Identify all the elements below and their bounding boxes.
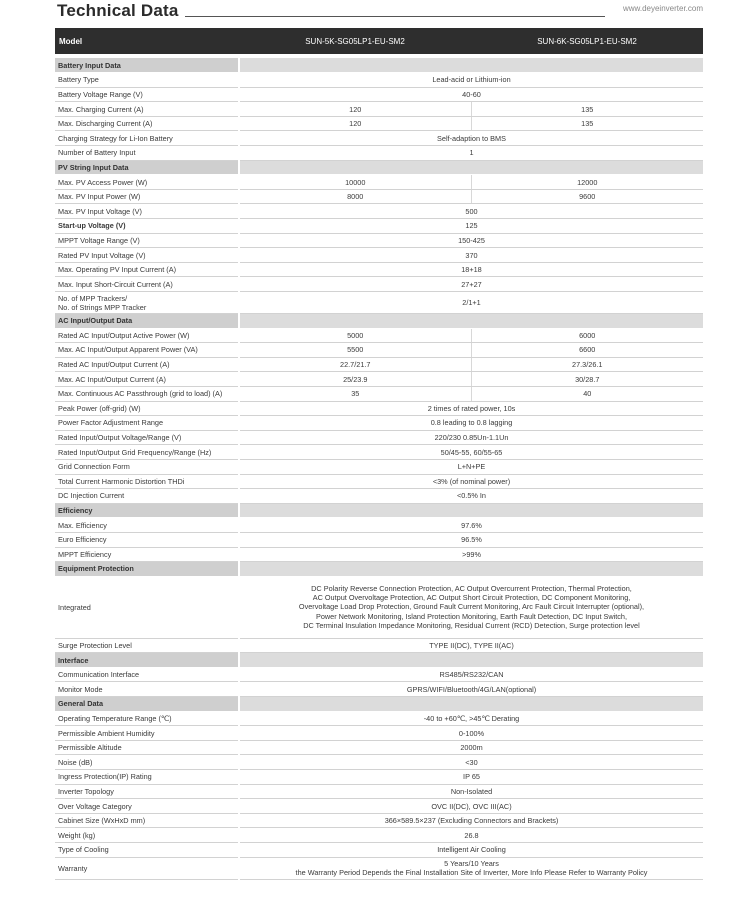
spec-value-shared: 40-60 [239,87,703,102]
spec-row [55,518,703,533]
spec-value-shared: OVC II(DC), OVC III(AC) [239,799,703,814]
spec-label-text: Over Voltage Category [58,801,132,811]
spec-value-shared: Intelligent Air Cooling [239,843,703,858]
spec-value-shared: <30 [239,755,703,770]
spec-value-shared: <3% (of nominal power) [239,474,703,489]
spec-label-text: Weight (kg) [58,830,96,840]
spec-row [55,784,703,799]
spec-row [55,489,703,504]
spec-row [55,328,703,343]
spec-row [55,262,703,277]
spec-label-text: Max. PV Input Voltage (V) [58,206,142,216]
spec-value-shared: -40 to +60℃, >45℃ Derating [239,711,703,726]
spec-value-model-b: 6600 [471,343,703,358]
spec-row [55,682,703,697]
spec-label-text: Integrated [58,602,91,612]
spec-row [55,204,703,219]
spec-row [55,292,703,314]
spec-label [55,262,239,277]
spec-label [55,726,239,741]
spec-label [55,116,239,131]
spec-label-text: Ingress Protection(IP) Rating [58,772,152,782]
spec-label [55,401,239,416]
spec-row [55,667,703,682]
spec-value-model-b: 30/28.7 [471,372,703,387]
spec-row [55,755,703,770]
spec-value-shared: Self-adaption to BMS [239,131,703,146]
spec-value-model-b: 135 [471,102,703,117]
spec-row [55,638,703,653]
spec-label [55,204,239,219]
spec-label-text: Max. Charging Current (A) [58,104,144,114]
spec-value-line: Power Network Monitoring, Island Protection Monitoring, Earth Fault Detection, DC Input Switch, [315,611,628,621]
spec-value-multiline [239,576,703,638]
spec-label-text: Communication Interface [58,670,140,680]
spec-value-model-b: 40 [471,386,703,401]
spec-row [55,219,703,234]
spec-label-text: Cabinet Size (WxHxD mm) [58,816,146,826]
spec-row [55,430,703,445]
spec-label [55,857,239,879]
spec-row [55,233,703,248]
spec-label-text: Warranty [58,863,88,873]
spec-row [55,102,703,117]
spec-label-text: Max. PV Input Power (W) [58,192,141,202]
spec-value-line: AC Output Overvoltage Protection, AC Output Short Circuit Protection, DC Component Monitoring, [312,593,631,603]
spec-value-shared: 150-425 [239,233,703,248]
spec-label-text: Permissible Ambient Humidity [58,728,155,738]
spec-sheet [55,28,703,880]
spec-value-shared: 0-100% [239,726,703,741]
spec-row [55,711,703,726]
spec-row [55,576,703,638]
section-title: Battery Input Data [55,58,239,73]
model-a-name: SUN-5K-SG05LP1-EU-SM2 [305,36,405,46]
spec-label [55,799,239,814]
spec-label [55,682,239,697]
spec-value-model-a: 35 [239,386,471,401]
spec-label [55,292,239,314]
spec-value-model-a: 22.7/21.7 [239,357,471,372]
section-header-fill [239,160,703,175]
spec-label [55,532,239,547]
spec-value-shared: RS485/RS232/CAN [239,667,703,682]
spec-row [55,813,703,828]
section-header-row [55,160,703,175]
spec-row [55,277,703,292]
spec-value-model-a: 10000 [239,175,471,190]
spec-value-model-a: 5500 [239,343,471,358]
spec-label-text: Max. AC Input/Output Apparent Power (VA) [58,345,198,355]
spec-row [55,131,703,146]
spec-label-text: Max. Operating PV Input Current (A) [58,265,177,275]
spec-row [55,770,703,785]
spec-label [55,189,239,204]
spec-value-shared: 26.8 [239,828,703,843]
spec-label [55,328,239,343]
spec-value-shared: 97.6% [239,518,703,533]
spec-row [55,459,703,474]
spec-label-text: Rated Input/Output Grid Frequency/Range (Hz) [58,447,212,457]
spec-value-model-b: 9600 [471,189,703,204]
spec-label-text: No. of MPP Trackers/ [58,293,128,303]
spec-label-text: Max. AC Input/Output Current (A) [58,374,166,384]
section-title: Equipment Protection [55,562,239,577]
spec-row [55,532,703,547]
spec-label [55,518,239,533]
spec-value-shared: 125 [239,219,703,234]
spec-label-text: MPPT Voltage Range (V) [58,235,140,245]
section-title: Interface [55,653,239,668]
spec-row [55,116,703,131]
spec-row [55,175,703,190]
spec-row [55,248,703,263]
spec-label-text: Total Current Harmonic Distortion THDi [58,476,185,486]
spec-label-text: Surge Protection Level [58,640,132,650]
spec-label-text: Rated AC Input/Output Current (A) [58,360,170,370]
website-url: www.deyeinverter.com [622,4,703,13]
spec-label [55,445,239,460]
spec-label [55,711,239,726]
spec-label [55,576,239,638]
spec-label-text: Rated Input/Output Voltage/Range (V) [58,433,182,443]
spec-row [55,357,703,372]
spec-label-text: DC Injection Current [58,491,125,501]
spec-label-text: Max. Input Short-Circuit Current (A) [58,279,173,289]
model-b-name: SUN-6K-SG05LP1-EU-SM2 [537,36,637,46]
section-header-fill [239,697,703,712]
spec-label-text: Max. Efficiency [58,520,107,530]
spec-value-shared: 2/1+1 [239,292,703,314]
spec-label-text: Rated AC Input/Output Active Power (W) [58,330,190,340]
spec-label [55,416,239,431]
spec-label [55,813,239,828]
spec-value-shared: 2 times of rated power, 10s [239,401,703,416]
spec-value-shared: 500 [239,204,703,219]
spec-row [55,740,703,755]
spec-value-shared: 366×589.5×237 (Excluding Connectors and Brackets) [239,813,703,828]
spec-label-text: Peak Power (off-grid) (W) [58,403,141,413]
spec-value-model-b: 12000 [471,175,703,190]
spec-label [55,131,239,146]
model-header-row [55,28,703,54]
section-header-row [55,653,703,668]
spec-label-text: Monitor Mode [58,684,103,694]
spec-row [55,726,703,741]
spec-table [55,58,703,880]
spec-label [55,770,239,785]
section-header-row [55,503,703,518]
spec-label-text: Inverter Topology [58,786,114,796]
spec-label [55,430,239,445]
spec-label-text: Charging Strategy for Li-Ion Battery [58,133,173,143]
spec-label [55,740,239,755]
spec-label [55,219,239,234]
spec-label [55,233,239,248]
spec-label-text: Type of Cooling [58,845,109,855]
spec-row [55,416,703,431]
spec-label [55,175,239,190]
section-header-fill [239,58,703,73]
spec-value-model-a: 120 [239,102,471,117]
spec-label-text: Permissible Altitude [58,743,122,753]
spec-row [55,73,703,88]
section-header-fill [239,314,703,329]
spec-value-model-b: 135 [471,116,703,131]
spec-value-model-b: 27.3/26.1 [471,357,703,372]
section-header-fill [239,503,703,518]
spec-row [55,343,703,358]
spec-value-shared: GPRS/WIFI/Bluetooth/4G/LAN(optional) [239,682,703,697]
spec-label-text: Battery Voltage Range (V) [58,89,143,99]
spec-label [55,248,239,263]
spec-value-model-b: 6000 [471,328,703,343]
spec-value-shared: TYPE II(DC), TYPE II(AC) [239,638,703,653]
spec-label [55,277,239,292]
spec-label [55,146,239,161]
spec-value-model-a: 5000 [239,328,471,343]
spec-value-shared: 1 [239,146,703,161]
spec-label-text: Grid Connection Form [58,462,130,472]
spec-value-line: DC Terminal Insulation Impedance Monitoring, Residual Current (RCD) Detection, Surge protection level [303,621,640,631]
spec-value-shared: <0.5% In [239,489,703,504]
spec-row [55,386,703,401]
spec-label [55,357,239,372]
spec-row [55,547,703,562]
spec-label [55,386,239,401]
spec-row [55,189,703,204]
spec-row [55,372,703,387]
section-header-row [55,697,703,712]
spec-label-text: Number of Battery Input [58,148,136,158]
spec-value-model-a: 120 [239,116,471,131]
spec-row [55,857,703,879]
spec-value-shared: 0.8 leading to 0.8 lagging [239,416,703,431]
spec-label-text: MPPT Efficiency [58,549,112,559]
spec-row [55,401,703,416]
section-header-fill [239,562,703,577]
spec-value-shared: IP 65 [239,770,703,785]
section-title: General Data [55,697,239,712]
spec-label-text: Max. Continuous AC Passthrough (grid to load) (A) [58,389,223,399]
spec-label [55,667,239,682]
spec-row [55,146,703,161]
spec-label [55,73,239,88]
spec-label-text: Max. PV Access Power (W) [58,177,148,187]
section-header-row [55,58,703,73]
spec-label [55,459,239,474]
spec-value-line: Overvoltage Load Drop Protection, Ground Fault Current Monitoring, Arc Fault Circuit Interrupter (optional), [298,602,645,612]
spec-label [55,489,239,504]
section-header-row [55,314,703,329]
spec-label-text: Battery Type [58,75,99,85]
page-header [57,0,705,24]
spec-label-text-2: No. of Strings MPP Tracker [58,302,147,312]
spec-value-shared: 27+27 [239,277,703,292]
spec-value-shared: L+N+PE [239,459,703,474]
section-header-row [55,562,703,577]
spec-value-shared: Lead-acid or Lithium-ion [239,73,703,88]
spec-value-shared: 220/230 0.85Un-1.1Un [239,430,703,445]
spec-value-line: DC Polarity Reverse Connection Protection, AC Output Overcurrent Protection, Thermal Protection, [311,583,632,593]
spec-value-model-a: 25/23.9 [239,372,471,387]
section-title: AC Input/Output Data [55,314,239,329]
spec-label [55,102,239,117]
spec-value-shared: Non-Isolated [239,784,703,799]
spec-label [55,784,239,799]
spec-row [55,445,703,460]
spec-label [55,547,239,562]
spec-label-text: Max. Discharging Current (A) [58,119,153,129]
spec-label [55,474,239,489]
spec-row [55,87,703,102]
spec-value-shared: >99% [239,547,703,562]
spec-value-shared: 370 [239,248,703,263]
spec-row [55,799,703,814]
spec-value-line: 5 Years/10 Years [444,858,499,868]
spec-row [55,474,703,489]
spec-label [55,638,239,653]
spec-value-shared: 50/45-55, 60/55-65 [239,445,703,460]
spec-value-multiline [239,857,703,879]
section-title: PV String Input Data [55,160,239,175]
spec-label-text: Rated PV Input Voltage (V) [58,250,146,260]
spec-label-text: Euro Efficiency [58,535,107,545]
spec-label [55,828,239,843]
spec-label [55,843,239,858]
spec-row [55,843,703,858]
page-title: Technical Data [57,1,179,20]
model-label: Model [59,36,83,46]
spec-value-shared: 18+18 [239,262,703,277]
spec-label-text: Operating Temperature Range (℃) [58,713,172,723]
spec-value-shared: 96.5% [239,532,703,547]
spec-label [55,755,239,770]
spec-value-model-a: 8000 [239,189,471,204]
spec-value-shared: 2000m [239,740,703,755]
spec-row [55,828,703,843]
spec-label [55,372,239,387]
spec-value-line: the Warranty Period Depends the Final Installation Site of Inverter, More Info Please Refer to Warranty Policy [295,868,648,878]
spec-label [55,343,239,358]
spec-label-text: Start-up Voltage (V) [58,221,126,231]
section-title: Efficiency [55,503,239,518]
title-rule [185,16,605,17]
spec-label-text: Noise (dB) [58,757,93,767]
spec-label [55,87,239,102]
section-header-fill [239,653,703,668]
spec-label-text: Power Factor Adjustment Range [58,418,164,428]
